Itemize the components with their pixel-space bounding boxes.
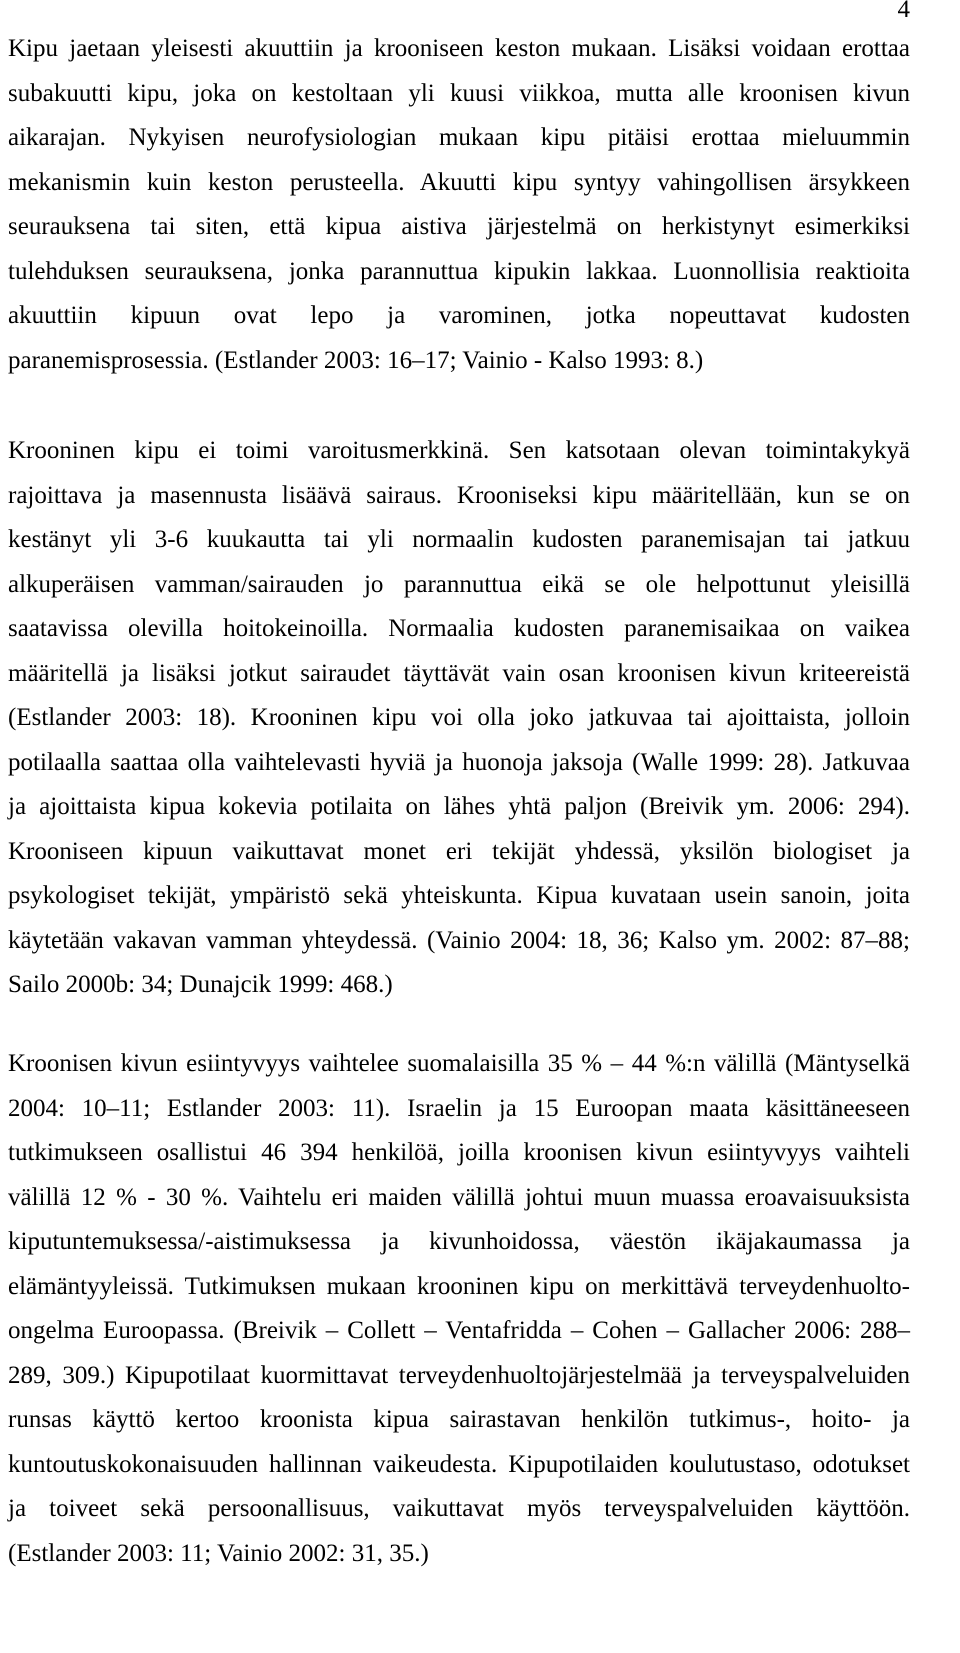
- text-line: Kroonisen kivun esiintyvyys vaihtelee suomalaisilla 35 % – 44 %:n välillä (Mäntyselkä: [8, 1050, 910, 1077]
- paragraph-2: [8, 429, 910, 1008]
- text-line: Sailo 2000b: 34; Dunajcik 1999: 468.): [8, 971, 393, 998]
- text-line: Krooniseen kipuun vaikuttavat monet eri tekijät yhdessä, yksilön biologiset ja: [8, 837, 910, 865]
- text-line: määritellä ja lisäksi jotkut sairaudet täyttävät vain osan kroonisen kivun kriteereistä: [8, 659, 910, 687]
- text-line: subakuutti kipu, joka on kestoltaan yli kuusi viikkoa, mutta alle kroonisen kivun: [8, 79, 910, 107]
- text-line: akuuttiin kipuun ovat lepo ja varominen, jotka nopeuttavat kudosten: [8, 302, 910, 329]
- text-line: 289, 309.) Kipupotilaat kuormittavat terveydenhuoltojärjestelmää ja terveyspalveluiden: [8, 1361, 910, 1389]
- text-line: runsas käyttö kertoo kroonista kipua sairastavan henkilön tutkimus-, hoito- ja: [8, 1406, 910, 1433]
- text-line: alkuperäisen vamman/sairauden jo parannuttua eikä se ole helpottunut yleisillä: [8, 570, 910, 598]
- text-line: seurauksena tai siten, että kipua aistiva järjestelmä on herkistynyt esimerkiksi: [8, 213, 910, 240]
- text-line: Kipu jaetaan yleisesti akuuttiin ja krooniseen keston mukaan. Lisäksi voidaan erottaa: [8, 35, 910, 62]
- paragraph-3: [8, 1042, 910, 1576]
- text-line: saatavissa olevilla hoitokeinoilla. Normaalia kudosten paranemisaikaa on vaikea: [8, 615, 910, 642]
- text-line: ja ajoittaista kipua kokevia potilaita on lähes yhtä paljon (Breivik ym. 2006: 294).: [8, 793, 910, 820]
- text-line: kestänyt yli 3-6 kuukautta tai yli normaalin kudosten paranemisajan tai jatkuu: [8, 526, 910, 553]
- text-line: ongelma Euroopassa. (Breivik – Collett – Ventafridda – Cohen – Gallacher 2006: 288–: [8, 1317, 910, 1344]
- text-line: paranemisprosessia. (Estlander 2003: 16–17; Vainio - Kalso 1993: 8.): [8, 346, 704, 374]
- text-line: välillä 12 % - 30 %. Vaihtelu eri maiden välillä johtui muun muassa eroavaisuuksista: [8, 1183, 910, 1211]
- text-line: 2004: 10–11; Estlander 2003: 11). Israelin ja 15 Euroopan maata käsittäneeseen: [8, 1094, 910, 1122]
- text-line: mekanismin kuin keston perusteella. Akuutti kipu syntyy vahingollisen ärsykkeen: [8, 168, 910, 196]
- text-line: (Estlander 2003: 11; Vainio 2002: 31, 35.): [8, 1539, 429, 1567]
- paragraph-1: [8, 27, 910, 383]
- text-line: elämäntyyleissä. Tutkimuksen mukaan krooninen kipu on merkittävä terveydenhuolto-: [8, 1272, 910, 1300]
- text-line: kuntoutuskokonaisuuden hallinnan vaikeudesta. Kipupotilaiden koulutustaso, odotukset: [8, 1450, 910, 1478]
- text-line: kiputuntemuksessa/-aistimuksessa ja kivunhoidossa, väestön ikäjakaumassa ja: [8, 1228, 910, 1255]
- page-number: 4: [897, 0, 910, 23]
- text-line: tulehduksen seurauksena, jonka parannuttua kipukin lakkaa. Luonnollisia reaktioita: [8, 257, 910, 285]
- text-line: tutkimukseen osallistui 46 394 henkilöä, joilla kroonisen kivun esiintyvyys vaihteli: [8, 1139, 910, 1166]
- text-line: (Estlander 2003: 18). Krooninen kipu voi olla joko jatkuvaa tai ajoittaista, jolloin: [8, 704, 910, 731]
- text-line: käytetään vakavan vamman yhteydessä. (Vainio 2004: 18, 36; Kalso ym. 2002: 87–88;: [8, 926, 910, 954]
- text-line: rajoittava ja masennusta lisäävä sairaus. Krooniseksi kipu määritellään, kun se on: [8, 481, 910, 509]
- text-line: ja toiveet sekä persoonallisuus, vaikuttavat myös terveyspalveluiden käyttöön.: [8, 1495, 910, 1522]
- text-line: aikarajan. Nykyisen neurofysiologian mukaan kipu pitäisi erottaa mieluummin: [8, 124, 910, 151]
- text-line: potilaalla saattaa olla vaihtelevasti hyviä ja huonoja jaksoja (Walle 1999: 28). Jatkuvaa: [8, 748, 910, 776]
- text-line: psykologiset tekijät, ympäristö sekä yhteiskunta. Kipua kuvataan usein sanoin, joita: [8, 882, 910, 909]
- text-line: Krooninen kipu ei toimi varoitusmerkkinä. Sen katsotaan olevan toimintakykyä: [8, 437, 910, 464]
